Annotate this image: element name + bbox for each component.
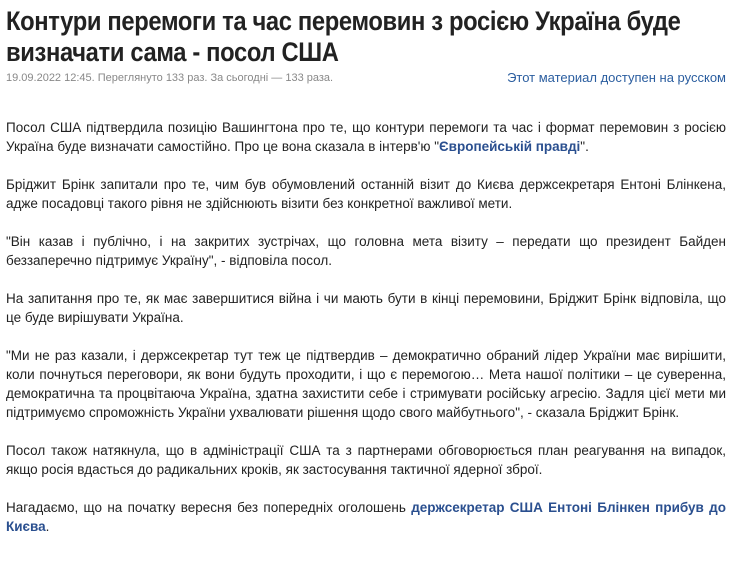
paragraph-5: "Ми не раз казали, і держсекретар тут теж це підтвердив – демократично обраний лідер України має вирішити, коли почнуться переговори, як вони будуть проходити, і що є перемогою… Мета нашої політики – це суверенна, демократична та процвітаюча Україна, здатна захистити себе і стримувати російську агресію. Задля цієї мети ми підтримуємо спроможність України ухвалювати рішення щодо свого майбутнього", - сказала Бріджит Брінк. [6, 348, 726, 420]
paragraph-7-text-before: Нагадаємо, що на початку вересня без попередніх оголошень [6, 500, 412, 515]
article-meta: 19.09.2022 12:45. Переглянуто 133 раз. За сьогодні — 133 раза. [6, 72, 334, 84]
paragraph-7-text-after: . [45, 519, 50, 534]
russian-version-link[interactable]: Этот материал доступен на русском [507, 70, 726, 85]
paragraph-1 [6, 118, 726, 156]
meta-row [6, 70, 726, 90]
paragraph-4: На запитання про те, як має завершитися війна і чи мають бути в кінці перемовини, Бріджит Брінк відповіла, що це буде вирішувати Україна. [6, 291, 726, 325]
article-body [6, 118, 726, 536]
article [6, 0, 726, 555]
paragraph-7 [6, 498, 726, 536]
paragraph-6: Посол також натякнула, що в адміністрації США та з партнерами обговорюється план реагування на випадок, якщо росія вдасться до радикальних кроків, як застосування тактичної ядерної зброї. [6, 443, 726, 477]
evropeyska-pravda-link[interactable]: Європейській правді [439, 139, 581, 154]
paragraph-2: Бріджит Брінк запитали про те, чим був обумовлений останній візит до Києва держсекретаря Ентоні Блінкена, адже посадовці такого рівня не здійснюють візити без конкретної важливої мети. [6, 177, 726, 211]
paragraph-1-text-after: ". [580, 139, 589, 154]
article-title: Контури перемоги та час перемовин з росією Україна буде визначати сама - посол США [6, 6, 681, 67]
paragraph-1-text-before: Посол США підтвердила позицію Вашингтона про те, що контури перемоги та час і формат перемовин з росією Україна буде визначати самостійно. Про це вона сказала в інтерв'ю " [6, 120, 726, 154]
paragraph-3: "Він казав і публічно, і на закритих зустрічах, що головна мета візиту – передати що президент Байден беззаперечно підтримує Україну", - відповіла посол. [6, 234, 726, 268]
blinken-visit-link[interactable]: держсекретар США Ентоні Блінкен прибув до Києва [6, 500, 726, 534]
